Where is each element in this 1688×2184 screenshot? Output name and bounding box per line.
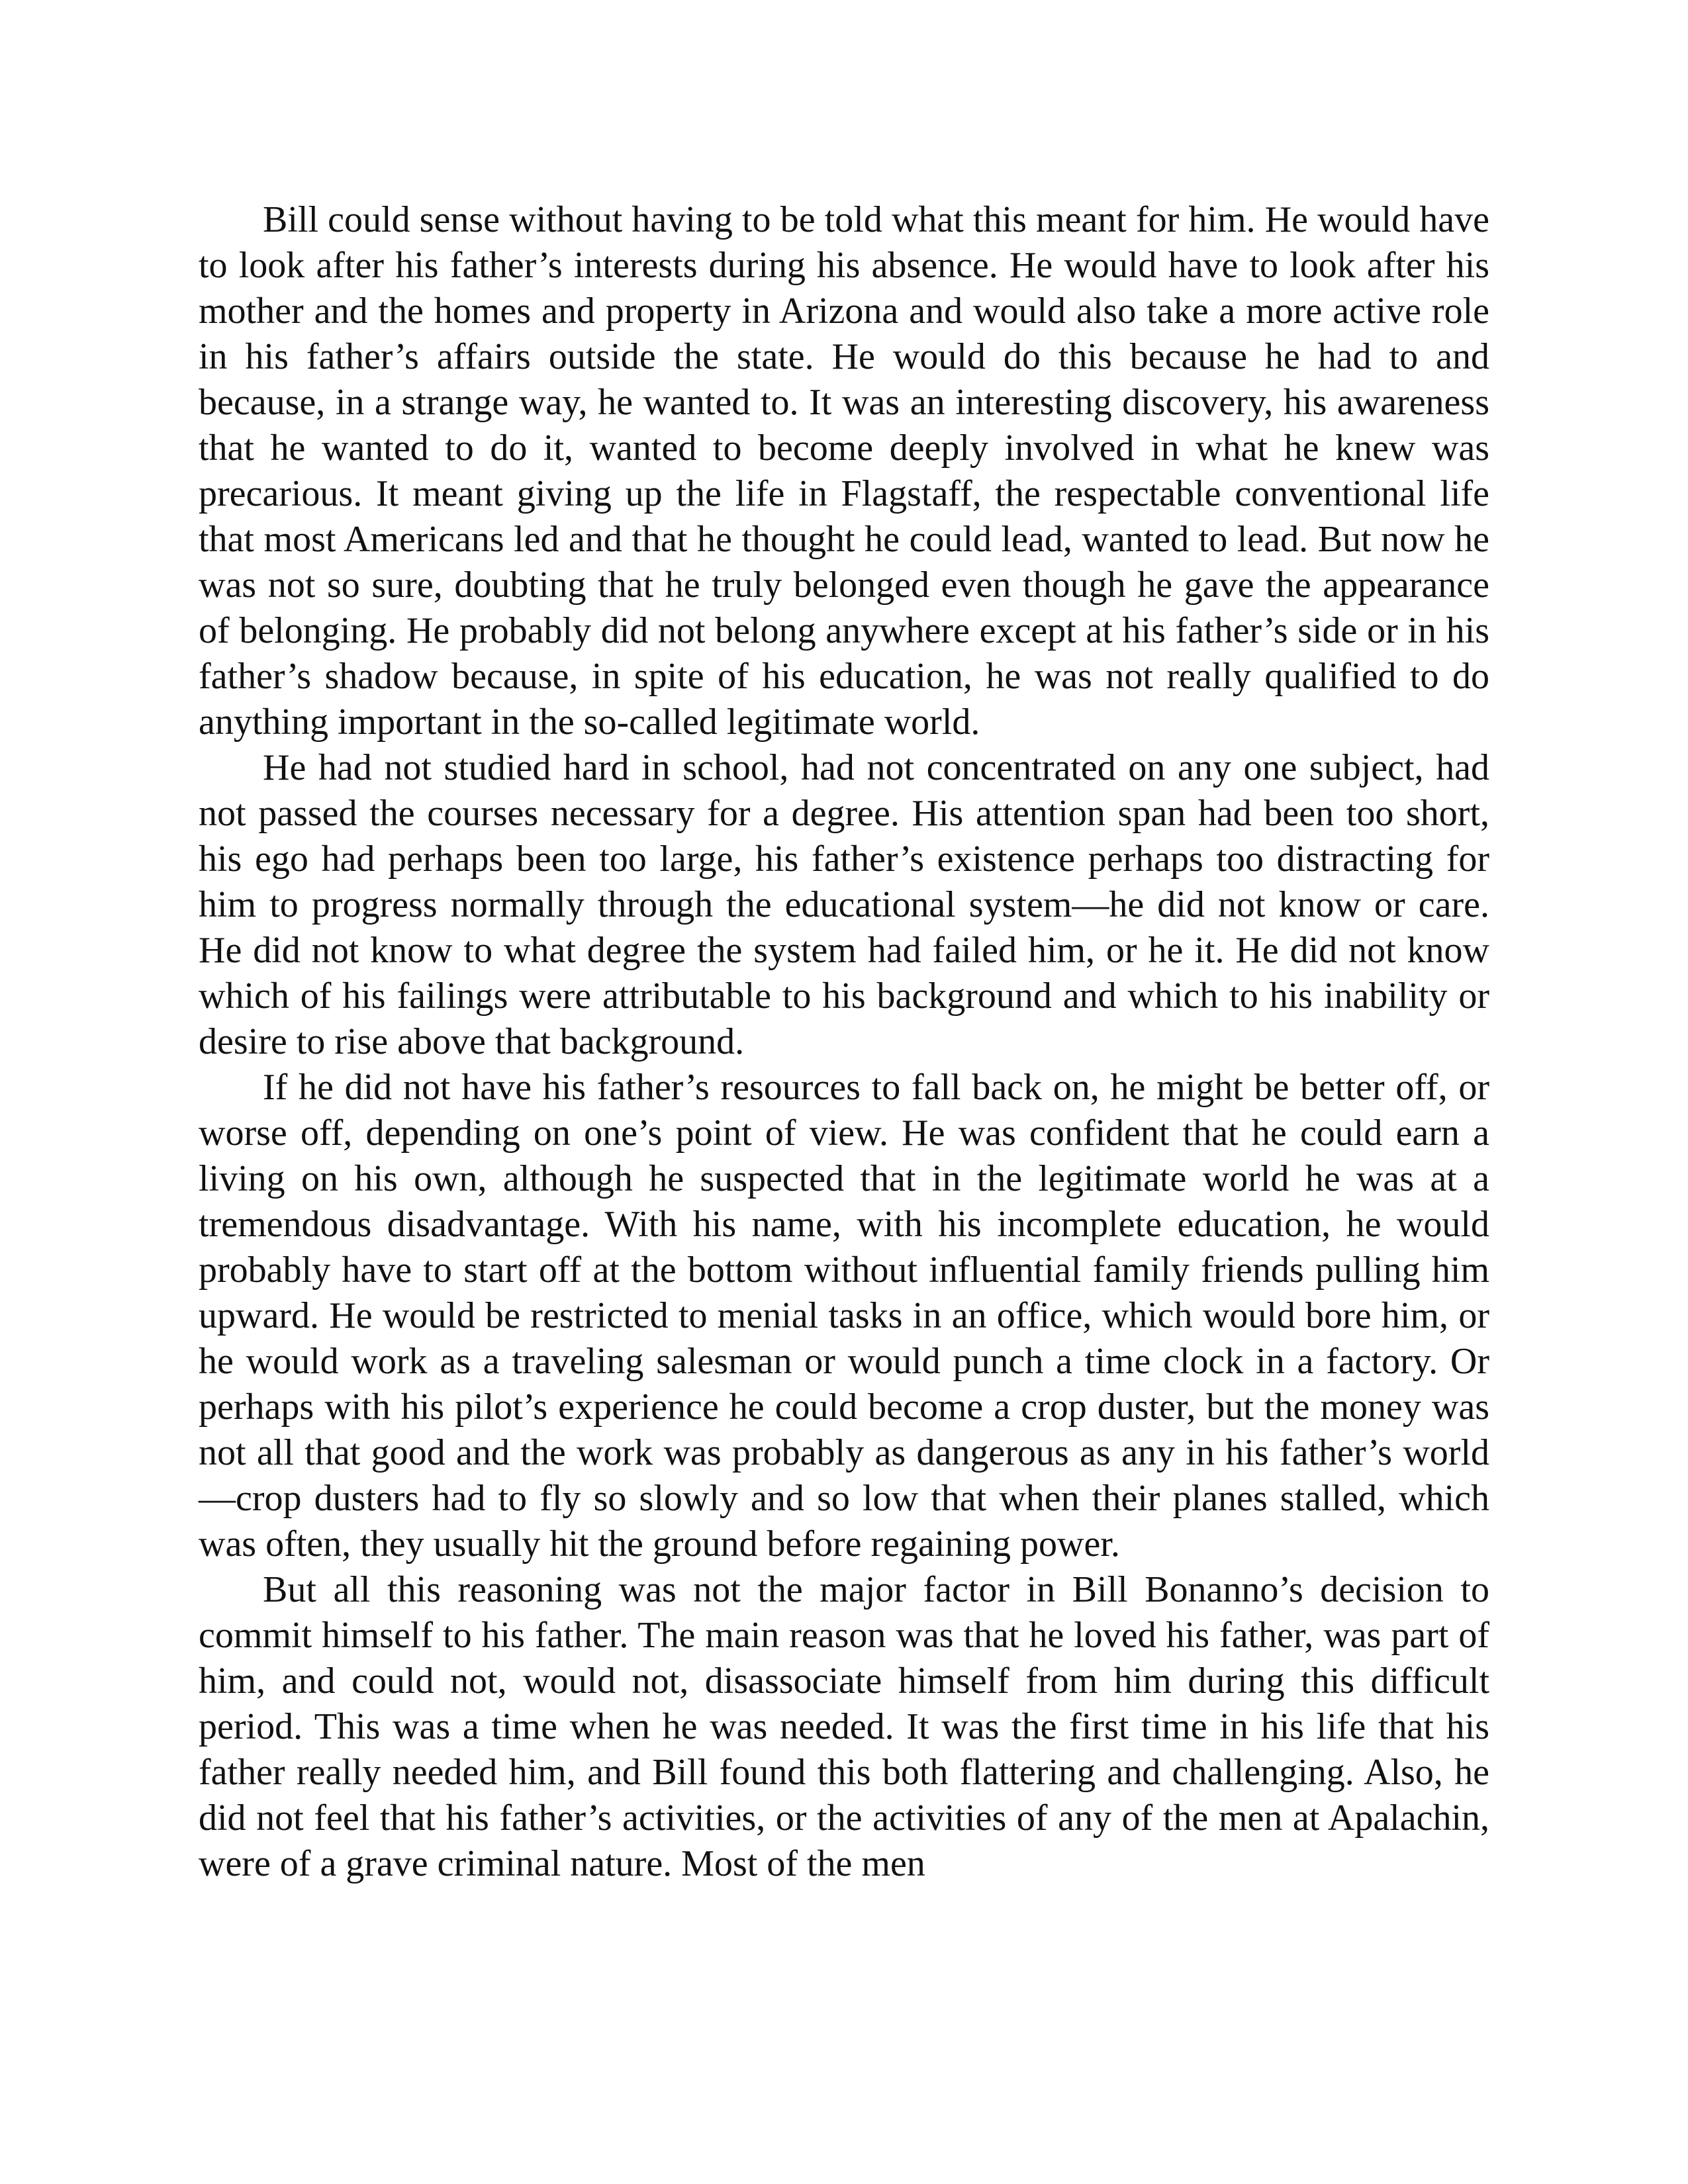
paragraph-2: He had not studied hard in school, had not concentrated on any one subject, had not passed the courses necessary for a degree. His attention span had been too short, his ego had perhaps been too large, his father’s existence perhaps too distracting for him to progress normally through the educational system—he did not know or care. He did not know to what degree the system had failed him, or he it. He did not know which of his failings were attributable to his background and which to his inability or desire to rise above that background. [199, 747, 1489, 1062]
paragraph-1: Bill could sense without having to be told what this meant for him. He would have to look after his father’s interests during his absence. He would have to look after his mother and the homes and property in Arizona and would also take a more active role in his father’s affairs outside the state. He would do this because he had to and because, in a strange way, he wanted to. It was an interesting discovery, his awareness that he wanted to do it, wanted to become deeply involved in what he knew was precarious. It meant giving up the life in Flagstaff, the respectable conventional life that most Americans led and that he thought he could lead, wanted to lead. But now he was not so sure, doubting that he truly belonged even though he gave the appearance of belonging. He probably did not belong anywhere except at his father’s side or in his father’s shadow because, in spite of his education, he was not really qualified to do anything important in the so-called legitimate world. [199, 199, 1489, 743]
document-page [199, 197, 1489, 1887]
paragraph-4: But all this reasoning was not the major factor in Bill Bonanno’s decision to commit himself to his father. The main reason was that he loved his father, was part of him, and could not, would not, disassociate himself from him during this difficult period. This was a time when he was needed. It was the first time in his life that his father really needed him, and Bill found this both flattering and challenging. Also, he did not feel that his father’s activities, or the activities of any of the men at Apalachin, were of a grave criminal nature. Most of the men [199, 1569, 1489, 1884]
paragraph-3: If he did not have his father’s resources to fall back on, he might be better off, or worse off, depending on one’s point of view. He was confident that he could earn a living on his own, although he suspected that in the legitimate world he was at a tremendous disadvantage. With his name, with his incomplete education, he would probably have to start off at the bottom without influential family friends pulling him upward. He would be restricted to menial tasks in an office, which would bore him, or he would work as a traveling salesman or would punch a time clock in a factory. Or perhaps with his pilot’s experience he could become a crop duster, but the money was not all that good and the work was probably as dangerous as any in his father’s world—crop dusters had to fly so slowly and so low that when their planes stalled, which was often, they usually hit the ground before regaining power. [199, 1067, 1489, 1565]
